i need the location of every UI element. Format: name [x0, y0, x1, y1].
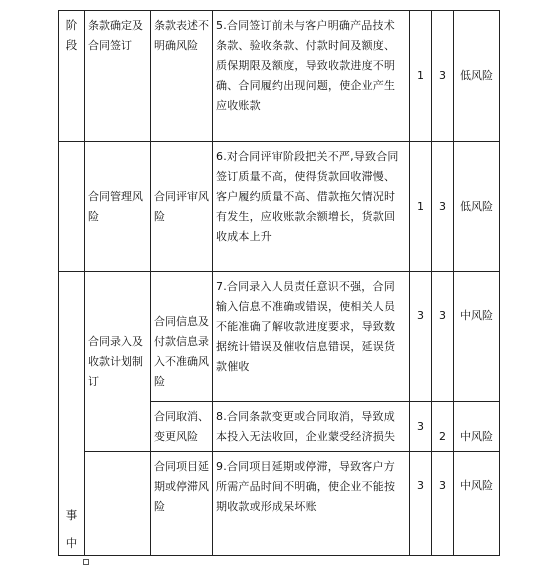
impact-cell: [432, 11, 454, 142]
impact-cell: [432, 272, 454, 402]
likelihood-cell: [410, 142, 432, 272]
risk-point-cell: [151, 272, 213, 402]
risk-point-text: 条款表述不明确风险: [154, 19, 209, 52]
stage-char: 阶: [65, 18, 78, 32]
sub-process-text: 条款确定及合同签订: [88, 19, 143, 52]
impact-cell: [432, 142, 454, 272]
risk-point-text: 合同取消、变更风险: [154, 410, 209, 443]
risk-point-text: 合同评审风险: [154, 189, 209, 223]
sub-process-text: 合同管理风险: [88, 189, 143, 223]
risk-point-cell: [151, 142, 213, 272]
description-cell: [213, 272, 410, 402]
stage-char: 中: [65, 536, 78, 550]
risk-level-value: 中风险: [460, 430, 493, 443]
description-text: 7.合同录入人员责任意识不强，合同输入信息不准确或错误，使相关人员不能准确了解收款进度要求，导致数据统计错误及催收信息错误，延误货款催收: [216, 280, 396, 373]
description-cell: [213, 402, 410, 452]
risk-point-text: 合同项目延期或停滞风险: [154, 460, 209, 513]
risk-level-cell: [454, 452, 500, 556]
risk-level-value: 中风险: [460, 309, 493, 322]
risk-level-cell: [454, 272, 500, 402]
table-row: [59, 272, 500, 402]
stage-cell-bottom: [59, 272, 85, 556]
risk-point-cell: [151, 452, 213, 556]
description-cell: [213, 142, 410, 272]
risk-level-cell: [454, 402, 500, 452]
impact-value: 2: [439, 430, 446, 443]
likelihood-value: 1: [417, 69, 424, 82]
risk-point-cell: [151, 11, 213, 142]
stage-cell-top: [59, 11, 85, 142]
description-text: 8.合同条款变更或合同取消，导致成本投入无法收回，企业蒙受经济损失: [216, 410, 396, 443]
sub-process-cell: [85, 11, 151, 142]
stage-char: 事: [65, 508, 78, 522]
sub-process-cell: [85, 272, 151, 452]
description-text: 5.合同签订前未与客户明确产品技术条款、验收条款、付款时间及额度、质保期限及额度，导致收款进度不明确、合同履约出现问题，使企业产生应收账款: [216, 19, 396, 112]
description-cell: [213, 452, 410, 556]
description-text: 6.对合同评审阶段把关不严,导致合同签订质量不高，使得货款回收滞慢、客户履约质量不高、借款拖欠情况时有发生，应收账款余额增长，货款回收成本上升: [216, 150, 399, 243]
likelihood-value: 1: [417, 199, 424, 213]
impact-value: 3: [439, 69, 446, 82]
impact-value: 3: [439, 309, 446, 322]
impact-cell: [432, 452, 454, 556]
likelihood-cell: [410, 402, 432, 452]
stage-cell-blank: [59, 142, 85, 272]
likelihood-cell: [410, 11, 432, 142]
likelihood-value: 3: [417, 479, 424, 492]
risk-level-cell: [454, 142, 500, 272]
impact-cell: [432, 402, 454, 452]
description-text: 9.合同项目延期或停滞，导致客户方所需产品时间不明确，使企业不能按期收款或形成呆坏账: [216, 460, 396, 513]
table-row: [59, 142, 500, 272]
paragraph-mark: [83, 559, 89, 565]
likelihood-cell: [410, 272, 432, 402]
likelihood-cell: [410, 452, 432, 556]
table-row: [59, 452, 500, 556]
risk-level-cell: [454, 11, 500, 142]
likelihood-value: 3: [417, 309, 424, 322]
table-row: [59, 11, 500, 142]
description-cell: [213, 11, 410, 142]
sub-process-cell: [85, 142, 151, 272]
risk-point-cell: [151, 402, 213, 452]
risk-level-value: 低风险: [460, 69, 493, 82]
sub-process-text: 合同录入及收款计划制订: [88, 334, 143, 388]
sub-process-cell-blank: [85, 452, 151, 556]
impact-value: 3: [439, 199, 446, 213]
risk-table: [58, 10, 500, 556]
impact-value: 3: [439, 479, 446, 492]
stage-char: 段: [65, 38, 78, 52]
likelihood-value: 3: [417, 419, 424, 433]
risk-level-value: 低风险: [460, 199, 493, 213]
risk-point-text: 合同信息及付款信息录入不准确风险: [154, 314, 209, 388]
risk-level-value: 中风险: [460, 479, 493, 492]
